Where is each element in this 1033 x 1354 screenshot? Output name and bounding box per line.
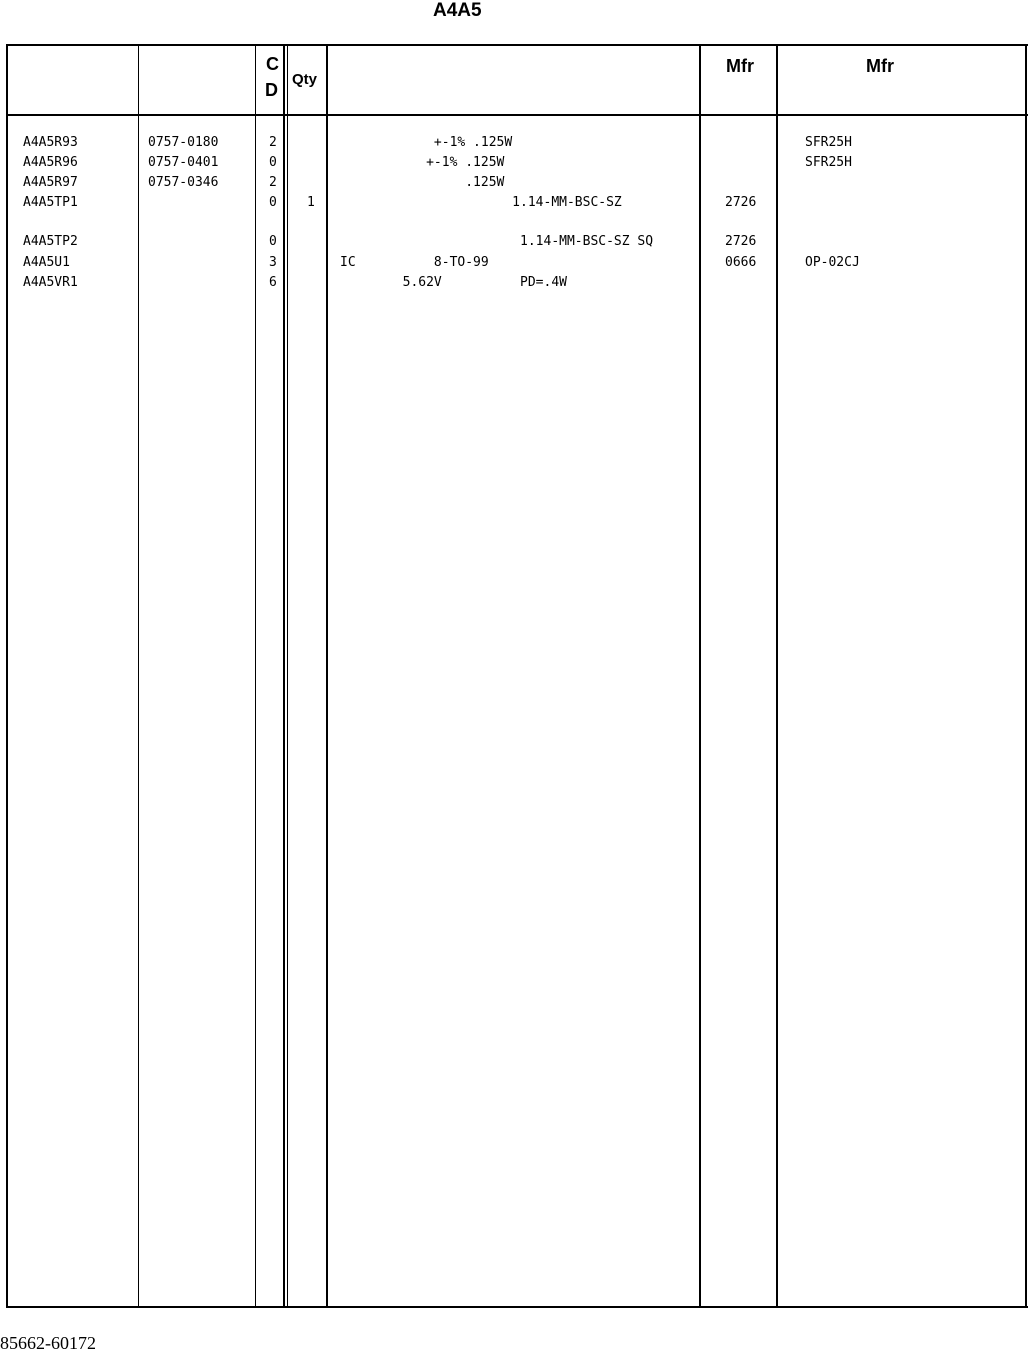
check-digit: 0 (269, 155, 277, 170)
header-cd-top: C (266, 54, 279, 74)
reference-designator: A4A5R93 (23, 135, 78, 150)
reference-designator: A4A5VR1 (23, 275, 78, 290)
reference-designator: A4A5TP1 (23, 195, 78, 210)
header-divider (6, 114, 1028, 116)
description: 5.62V PD=.4W (340, 275, 567, 290)
check-digit: 2 (269, 175, 277, 190)
table-row (0, 133, 1033, 153)
check-digit: 6 (269, 275, 277, 290)
description: 1.14-MM-BSC-SZ (340, 195, 622, 210)
reference-designator: A4A5R96 (23, 155, 78, 170)
mfr-part-number: SFR25H (805, 135, 852, 150)
mfr-code: 0666 (725, 255, 757, 270)
part-number: 0757-0346 (148, 175, 219, 190)
reference-designator: A4A5U1 (23, 255, 70, 270)
table-row (0, 173, 1033, 193)
description: +-1% .125W (340, 135, 513, 150)
reference-designator: A4A5TP2 (23, 234, 78, 249)
description: 1.14-MM-BSC-SZ SQ (340, 234, 654, 249)
table-row (0, 253, 1033, 273)
mfr-part-number: SFR25H (805, 155, 852, 170)
table-row (0, 153, 1033, 173)
mfr-code: 2726 (725, 234, 757, 249)
description: IC 8-TO-99 (340, 255, 489, 270)
table-top-border (6, 44, 1028, 46)
header-mfr-part: Mfr (866, 56, 894, 76)
check-digit: 3 (269, 255, 277, 270)
mfr-code: 2726 (725, 195, 757, 210)
header-qty: Qty (292, 71, 318, 88)
header-mfr-code: Mfr (726, 56, 754, 76)
check-digit: 0 (269, 234, 277, 249)
mfr-part-number: OP-02CJ (805, 255, 860, 270)
page-title: A4A5 (433, 0, 482, 21)
header-cd-bottom: D (265, 80, 278, 100)
table-row (0, 193, 1033, 213)
check-digit: 0 (269, 195, 277, 210)
part-number: 0757-0180 (148, 135, 219, 150)
check-digit: 2 (269, 135, 277, 150)
quantity: 1 (307, 195, 315, 210)
document-number: 85662-60172 (0, 1333, 96, 1353)
description: +-1% .125W (340, 155, 505, 170)
table-row (0, 232, 1033, 252)
part-number: 0757-0401 (148, 155, 219, 170)
table-bottom-border (6, 1306, 1028, 1308)
table-row (0, 273, 1033, 293)
reference-designator: A4A5R97 (23, 175, 78, 190)
description: .125W (340, 175, 505, 190)
